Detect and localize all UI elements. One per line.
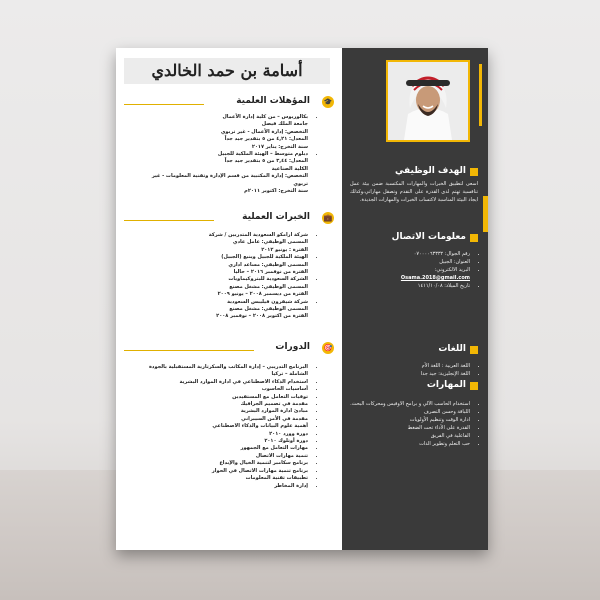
courses-list: [144, 364, 314, 490]
language-item: • اللغة الإنجليزية: جيد جدا: [350, 370, 470, 378]
course-item: • أهمية علوم البيانات والذكاء الاصطناعي: [144, 423, 308, 430]
experience-item: الفترة من اكتوبر ٢٠٠٨ – نوفمبر ٢٠٠٨: [216, 313, 308, 320]
education-item: المعدل: ٤,٢١ من ٥ بتقدير جيد جداً: [224, 136, 308, 143]
experience-item: المسمى الوظيفي: مشغل مصنع: [229, 306, 308, 313]
phone-text: • رقم الجوال: ٠٧٠٠٠٠٦٣٣٣٢: [350, 250, 470, 258]
email-label: البريد الالكتروني:: [434, 267, 470, 273]
education-item: سنة التخرج: يناير ٢٠١٧: [251, 143, 308, 150]
course-item: • تطبيقات تقنية المعلومات: [144, 475, 308, 482]
skill-item: • حب التعلم وتطوير الذات: [350, 440, 470, 448]
course-item: • برنامج سكامبر لتنمية الخيال والإبداع: [144, 460, 308, 467]
skill-item: • ادارة الوقت وتنظيم الأولويات: [350, 416, 470, 424]
experience-item: الفترة من نوفمبر ٢٠١٦ – حاليا: [233, 269, 308, 276]
email-row-value: [350, 274, 470, 282]
divider-dot: [346, 212, 349, 215]
education-item: التخصص: إدارة الأعمال - غير تربوي: [220, 128, 308, 135]
objective-text: اسعى لتطبيق الخبرات والمهارات المكتسبة ضمن بيئة عمل تنافسية تهتم لدى القدرة على التقدم وتصقل مهاراتي،وكذلك ايجاد البيئة المناسبة لاكتساب الخبرات والمهارات الجديدة.: [350, 181, 478, 203]
experience-list: [144, 232, 314, 321]
course-item: • دورة وورد ٢٠١٠: [144, 431, 308, 438]
section-marker: [470, 346, 478, 354]
birth-text: • تاريخ الميلاد: ١٤١١/١٠/٠٨: [350, 282, 470, 290]
section-marker: [470, 168, 478, 176]
education-item: جامعة الملك فيصل: [261, 121, 308, 128]
skills-title: المهارات: [426, 380, 466, 390]
email-row: [350, 266, 470, 274]
person-photo-icon: [388, 62, 468, 140]
experience-item: • شركة ارامكو السعودية المتدربين / شركة: [144, 232, 308, 239]
address-text: • العنوان: الجبيل: [350, 258, 470, 266]
course-item: • دورة أوتلوك ٢٠١٠: [144, 438, 308, 445]
experience-item: المسمى الوظيفي: عامل عادي: [232, 239, 308, 246]
experience-item: • الشركة السعودية للبتروكيماويات: [144, 276, 308, 283]
education-item: التخصص: إدارة المكتبية من قسم الإدارة وتقنية المعلومات - غير تربوي: [151, 173, 308, 187]
main-column: [116, 48, 342, 550]
education-item: سنة التخرج: اكتوبر ٢٠١١م: [244, 188, 308, 195]
experience-title: الخبرات العملية: [242, 212, 310, 222]
course-item: • توقيات التعامل مع المستفيدين: [144, 394, 308, 401]
briefcase-icon: 💼: [323, 214, 333, 222]
course-item: • أساسيات الحاسوب: [144, 386, 308, 393]
education-item: الكلية الصناعية: [271, 165, 308, 172]
experience-item: • الهيئة الملكية للجبيل وينبع (الجبيل): [144, 254, 308, 261]
course-item: • مقدمة في تصميم الجرافيك: [144, 401, 308, 408]
divider-dot: [346, 344, 349, 347]
graduation-cap-icon: 🎓: [323, 98, 333, 106]
course-item: • برنامج تنمية مهارات الاتصال في الحوار: [144, 468, 308, 475]
skills-list: [350, 400, 478, 448]
resume-page: [116, 48, 488, 550]
divider-dot: [346, 98, 349, 101]
accent-bar: [483, 196, 488, 232]
profile-photo: [386, 60, 470, 142]
experience-item: الفترة : يونيو ٢٠١٢: [261, 246, 308, 253]
experience-item: • شركة شيفرون فيليبس السعودية: [144, 299, 308, 306]
vertical-divider: [347, 56, 348, 544]
accent-bar: [479, 64, 482, 126]
section-marker: [470, 234, 478, 242]
skill-item: • اللباقة وحسن التصرف: [350, 408, 470, 416]
section-line: [124, 220, 214, 221]
course-item: • مبادئ ادارة الموارد البشرية: [144, 408, 308, 415]
email-link[interactable]: Osama.2018@gmail.com: [400, 275, 470, 281]
courses-icon: 🎯: [323, 344, 333, 352]
education-list: [144, 114, 314, 195]
contact-title: معلومات الاتصال: [391, 232, 466, 242]
languages-title: اللغات: [438, 344, 466, 354]
section-line: [124, 104, 204, 105]
skill-item: • استخدام الحاسب الآلي و برامج الاوفيس ومحركات البحث.: [350, 400, 470, 408]
sidebar: [342, 48, 488, 550]
course-item: • استخدام الذكاء الاصطناعي في ادارة الموارد البشرية: [144, 379, 308, 386]
objective-title: الهدف الوظيفي: [394, 166, 466, 176]
course-item: • تنمية مهارات الاتصال: [144, 453, 308, 460]
course-item: • إدارة المخاطر: [144, 483, 308, 490]
candidate-name: أسامة بن حمد الخالدي: [124, 58, 330, 84]
experience-item: الفترة من ديسمبر ٢٠٠٨ – يونيو ٢٠٠٩: [217, 291, 308, 298]
education-item: • دبلوم متوسط – الهيئة الملكية للجبيل: [144, 151, 308, 158]
courses-title: الدورات: [275, 342, 310, 352]
skill-item: • القدرة على الأداء تحت الضغط: [350, 424, 470, 432]
course-item: • البرنامج التدريبي – إدارة المكاتب والسكرتارية المستقبلية بالجودة الشاملة – تركيا: [144, 364, 308, 379]
education-item: المعدل: ٣,٤٤ من ٥ بتقدير جيد جداً: [224, 158, 308, 165]
course-item: • مهارات التعامل مع الجمهور: [144, 445, 308, 452]
education-item: • بكالوريوس – من كلية إدارة الأعمال: [144, 114, 308, 121]
experience-item: المسمى الوظيفي: مساعد اداري: [228, 261, 308, 268]
course-item: • مقدمة في الأمن السيبراني: [144, 416, 308, 423]
languages-list: [350, 362, 478, 378]
experience-item: المسمى الوظيفي: مشغل مصنع: [229, 283, 308, 290]
language-item: • اللغة العربية : اللغة الأم: [350, 362, 470, 370]
skill-item: • الفاعلية في الفريق: [350, 432, 470, 440]
section-line: [124, 350, 254, 351]
contact-info: [350, 250, 478, 290]
section-marker: [470, 382, 478, 390]
education-title: المؤهلات العلمية: [236, 96, 310, 106]
